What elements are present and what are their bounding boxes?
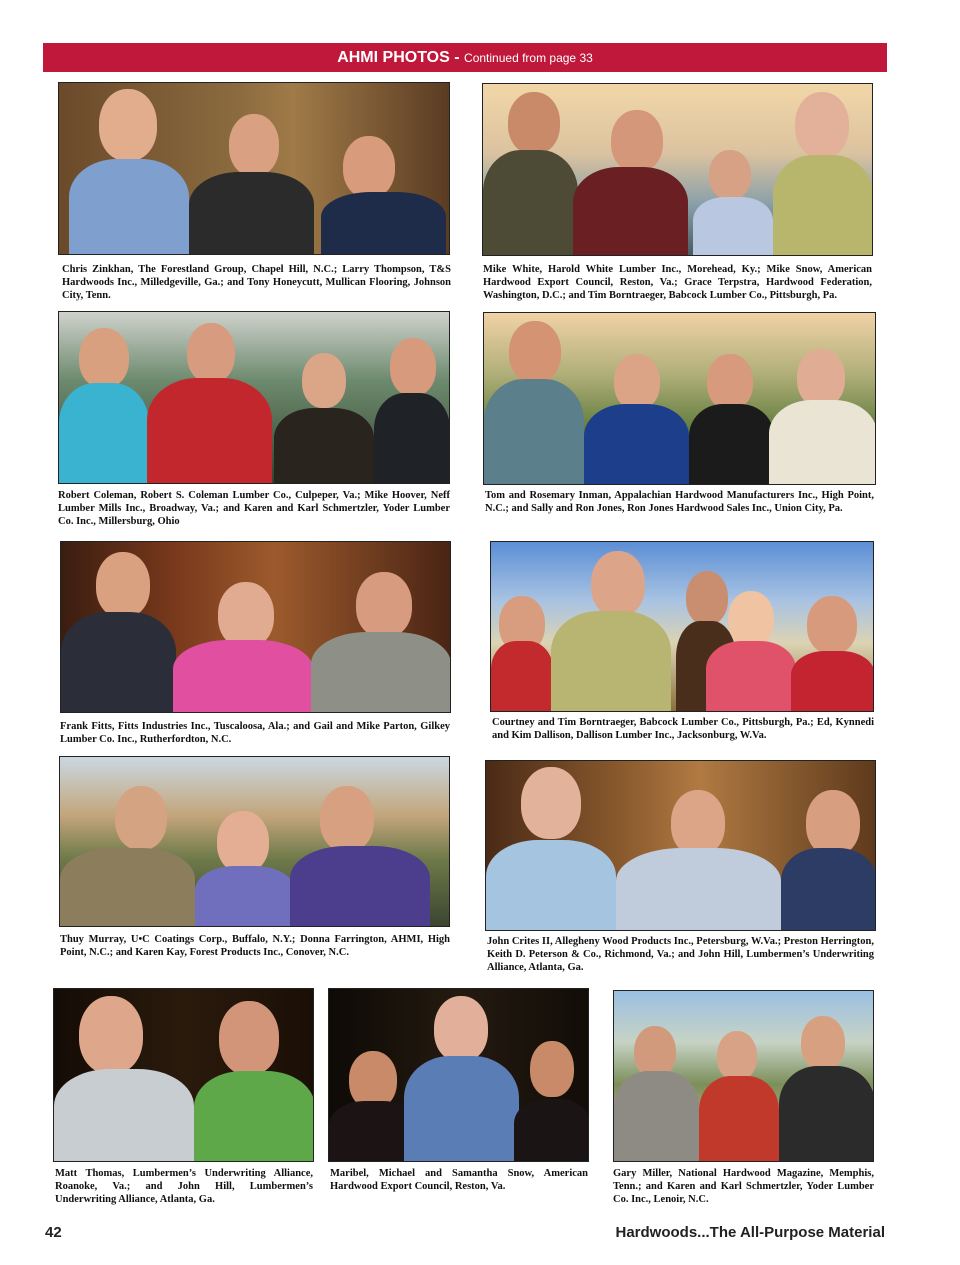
photo-3 xyxy=(58,311,450,484)
banner-title: AHMI PHOTOS xyxy=(337,49,450,66)
caption-11: Gary Miller, National Hardwood Magazine, Memphis, Tenn.; and Karen and Karl Schmertzler, Yoder Lumber Co. Inc., Lenoir, N.C. xyxy=(613,1168,874,1205)
caption-4: Tom and Rosemary Inman, Appalachian Hardwood Manufacturers Inc., High Point, N.C.; and Sally and Ron Jones, Ron Jones Hardwood Sales Inc., Union City, Pa. xyxy=(485,490,874,514)
photo-8 xyxy=(485,760,876,931)
photo-10 xyxy=(328,988,589,1162)
section-banner xyxy=(43,43,887,72)
photo-5 xyxy=(60,541,451,713)
caption-1: Chris Zinkhan, The Forestland Group, Chapel Hill, N.C.; Larry Thompson, T&S Hardwoods Inc., Milledgeville, Ga.; and Tony Honeycutt, Mullican Flooring, Johnson City, Tenn. xyxy=(62,264,451,301)
photo-2 xyxy=(482,83,873,256)
caption-9: Matt Thomas, Lumbermen’s Underwriting Alliance, Roanoke, Va.; and John Hill, Lumbermen’s Underwriting Alliance, Atlanta, Ga. xyxy=(55,1168,313,1205)
caption-10: Maribel, Michael and Samantha Snow, American Hardwood Export Council, Reston, Va. xyxy=(330,1168,588,1192)
caption-5: Frank Fitts, Fitts Industries Inc., Tuscaloosa, Ala.; and Gail and Mike Parton, Gilkey Lumber Co. Inc., Rutherfordton, N.C. xyxy=(60,721,450,745)
photo-4 xyxy=(483,312,876,485)
page-number: 42 xyxy=(45,1224,62,1241)
banner-continued: Continued from page 33 xyxy=(464,51,593,65)
banner-separator: - xyxy=(454,49,460,66)
caption-7: Thuy Murray, U•C Coatings Corp., Buffalo, N.Y.; Donna Farrington, AHMI, High Point, N.C.; and Karen Kay, Forest Products Inc., Conover, N.C. xyxy=(60,934,450,958)
photo-6 xyxy=(490,541,874,712)
photo-11 xyxy=(613,990,874,1162)
publication-name: Hardwoods...The All-Purpose Material xyxy=(615,1224,885,1241)
caption-3: Robert Coleman, Robert S. Coleman Lumber Co., Culpeper, Va.; Mike Hoover, Neff Lumber Mills Inc., Broadway, Va.; and Karen and Karl Schmertzler, Yoder Lumber Co. Inc., Millersburg, Ohio xyxy=(58,490,450,527)
photo-1 xyxy=(58,82,450,255)
caption-2: Mike White, Harold White Lumber Inc., Morehead, Ky.; Mike Snow, American Hardwood Export Council, Reston, Va.; Grace Terpstra, Hardwood Federation, Washington, D.C.; and Tim Borntraeger, Babcock Lumber Co., Pittsburgh, Pa. xyxy=(483,264,872,301)
photo-9 xyxy=(53,988,314,1162)
caption-8: John Crites II, Allegheny Wood Products Inc., Petersburg, W.Va.; Preston Herrington, Keith D. Peterson & Co., Richmond, Va.; and John Hill, Lumbermen’s Underwriting Alliance, Atlanta, Ga. xyxy=(487,936,874,973)
caption-6: Courtney and Tim Borntraeger, Babcock Lumber Co., Pittsburgh, Pa.; Ed, Kynnedi and Kim Dallison, Dallison Lumber Inc., Jacksonburg, W.Va. xyxy=(492,717,874,741)
photo-7 xyxy=(59,756,450,927)
